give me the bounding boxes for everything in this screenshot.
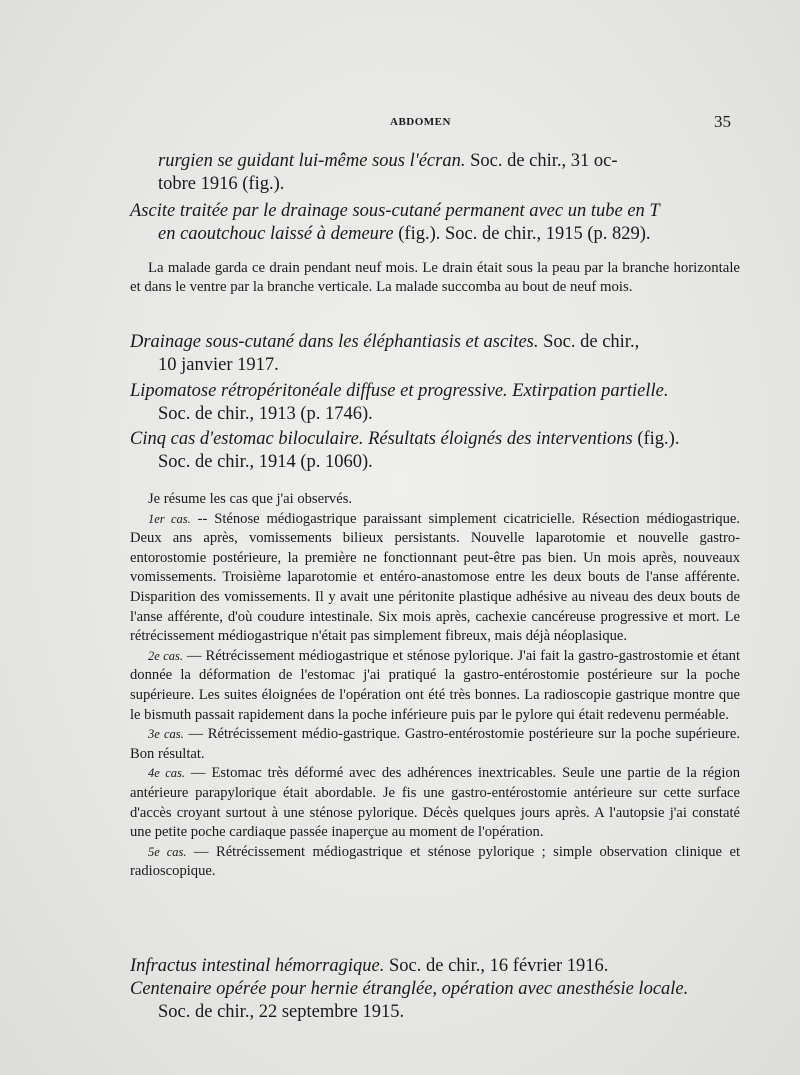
reference-cont <box>130 150 740 196</box>
case-label: 4e cas. <box>148 766 185 781</box>
running-header-title: ABDOMEN <box>390 116 451 128</box>
reference-line <box>130 223 740 246</box>
page-number: 35 <box>714 112 731 131</box>
case-text: — Rétrécissement médiogastrique et sténose pylorique ; simple observation clinique et radioscopique. <box>130 843 740 880</box>
reference-line: Soc. de chir., 1914 (p. 1060). <box>158 452 373 472</box>
case-text: — Estomac très déformé avec des adhérences inextricables. Seule une partie de la région antérieure parapylorique était abordable. Je fis une gastro-entérostomie antérieure sur cette surface d'accès croyant surtout à une sténose pylorique. Décès quelques jours après. A l'autopsie j'ai constaté une petite poche cardiaque passée inaperçue au moment de l'opération. <box>130 765 741 841</box>
reference-line: 10 janvier 1917. <box>158 355 279 375</box>
case-label: 3e cas. <box>148 727 184 742</box>
reference-lipomatose <box>130 380 740 426</box>
case-2 <box>130 647 740 725</box>
reference-line <box>130 978 740 1001</box>
note-ascite <box>130 259 740 297</box>
case-text: — Rétrécissement médiogastrique et sténose pylorique. J'ai fait la gastro-gastrostomie et étant donnée la déformation de l'estomac j'ai pratiqué la gastro-entérostomie postérieure sur la poche supérieure. Les suites éloignées de l'opération ont été très bonnes. La radioscopie gastrique montre que le bismuth passait rapidement dans la poche inférieure puis par le pylore qui était redevenu perméable. <box>130 647 740 723</box>
reference-drainage <box>130 331 740 377</box>
reference-ascite <box>130 200 740 246</box>
cases-intro: Je résume les cas que j'ai observés. <box>148 491 353 507</box>
reference-line <box>130 955 740 978</box>
reference-title: Ascite traitée par le drainage sous-cutané permanent avec un tube en T <box>130 201 660 221</box>
reference-line: tobre 1916 (fig.). <box>158 174 285 194</box>
reference-line: Soc. de chir., 1913 (p. 1746). <box>158 404 373 424</box>
reference-line <box>130 380 740 403</box>
case-3 <box>130 725 740 764</box>
reference-line <box>130 150 740 173</box>
case-label: 5e cas. <box>148 844 187 859</box>
note-paragraph: La malade garda ce drain pendant neuf mois. Le drain était sous la peau par la branche horizontale et dans le ventre par la branche verticale. La malade succomba au bout de neuf mois. <box>130 260 740 295</box>
reference-line <box>130 200 740 223</box>
reference-source: (fig.). <box>632 429 680 449</box>
reference-title: Centenaire opérée pour hernie étranglée, opération avec anesthésie locale. <box>130 979 689 999</box>
reference-title: Lipomatose rétropéritonéale diffuse et progressive. Extirpation partielle. <box>130 381 669 401</box>
case-label: 2e cas. <box>148 648 184 663</box>
reference-title: Drainage sous-cutané dans les éléphantiasis et ascites. <box>130 332 539 352</box>
reference-cinq-cas <box>130 428 740 474</box>
reference-line <box>130 428 740 451</box>
reference-source: (fig.). Soc. de chir., 1915 (p. 829). <box>393 224 651 244</box>
reference-infractus <box>130 955 740 978</box>
reference-source: Soc. de chir., 31 oc- <box>465 151 618 171</box>
reference-line: Soc. de chir., 22 septembre 1915. <box>158 1002 405 1022</box>
case-1 <box>130 510 740 647</box>
reference-title-cont: en caoutchouc laissé à demeure <box>158 224 394 244</box>
reference-centenaire <box>130 978 740 1024</box>
case-4 <box>130 764 740 842</box>
case-5 <box>130 843 740 882</box>
case-text: — Rétrécissement médio-gastrique. Gastro-entérostomie postérieure sur la poche supérieure. Bon résultat. <box>130 726 740 762</box>
reference-source: Soc. de chir., <box>538 332 640 352</box>
reference-source: Soc. de chir., 16 février 1916. <box>384 956 609 976</box>
case-text: -- Sténose médiogastrique paraissant simplement cicatricielle. Résection médiogastrique. Deux ans après, vomissements bilieux persistants. Nouvelle laparotomie et nouvelle gastro-entorostomie postérieure, la première ne fonctionnant peut-être pas bien. Un mois après, nouveaux vomissements. Troisième laparotomie et entéro-anastomose entre les deux bouts de l'anse afférente. Disparition des vomissements. Il y avait une péritonite plastique adhésive au niveau des deux bouts de l'anse afférente, d'où coudure intestinale. Six mois après, cachexie cancéreuse progressive et mort. Le rétrécissement médiogastrique n'était pas simplement fibreux, mais déjà néoplasique. <box>130 510 740 645</box>
reference-line <box>130 331 740 354</box>
case-label: 1er cas. <box>148 511 191 526</box>
cases-section <box>130 490 740 882</box>
reference-title: Cinq cas d'estomac biloculaire. Résultats éloignés des interventions <box>130 429 633 449</box>
reference-title: Infractus intestinal hémorragique. <box>130 956 385 976</box>
reference-title: rurgien se guidant lui-même sous l'écran. <box>158 151 466 171</box>
